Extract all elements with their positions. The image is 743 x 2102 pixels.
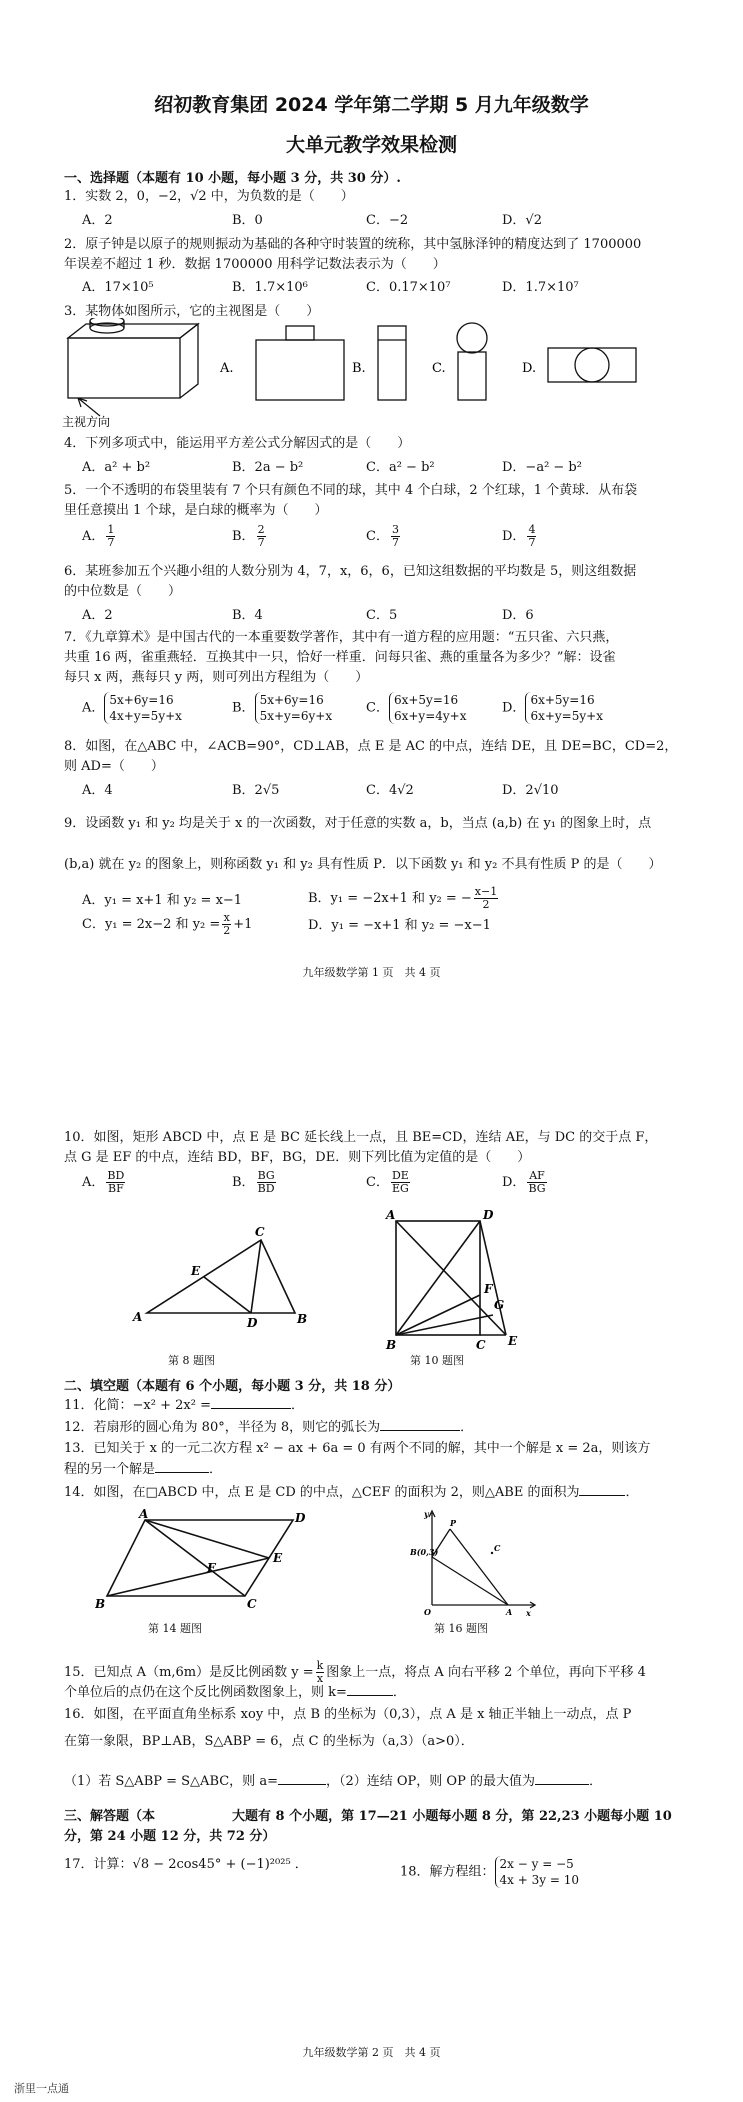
- q9-option-c: C．y₁ = 2x−2 和 y₂ = $\frac{x}{2}$ +1: [82, 911, 253, 937]
- fig14-label-d: D: [295, 1511, 306, 1525]
- q6-option-a: A．2: [82, 608, 113, 623]
- q16-stem-line3: （1）若 S△ABP = S△ABC，则 a= ，（2）连结 OP，则 OP 的最大值为 ．: [64, 1774, 602, 1789]
- q6-stem-line1: 6．某班参加五个兴趣小组的人数分别为 4，7，x，6，6，已知这组数据的平均数是 5，则这组数据: [64, 564, 637, 579]
- q4-option-b: B．2a − b²: [232, 460, 304, 475]
- fig10-label-a: A: [386, 1208, 396, 1222]
- q3-figures: [60, 318, 670, 428]
- fig16-segment-pa: [450, 1529, 508, 1605]
- figure-q14-caption: 第 14 题图: [148, 1622, 202, 1635]
- q18: 18．解方程组：2x − y = −5 4x + 3y = 10: [400, 1857, 579, 1887]
- fig14-label-c: C: [247, 1597, 257, 1608]
- q11: 11．化简：−x² + 2x² = ．: [64, 1398, 304, 1413]
- fig8-label-e: E: [191, 1264, 201, 1278]
- q1-option-c: C．−2: [366, 213, 409, 228]
- q10-stem-line1: 10．如图，矩形 ABCD 中，点 E 是 BC 延长线上一点，且 BE=CD，连结 AE，与 DC 的交于点 F，: [64, 1130, 658, 1145]
- q13-stem-line1: 13．已知关于 x 的一元二次方程 x² − ax + 6a = 0 有两个不同的解，其中一个解是 x = 2a，则该方: [64, 1441, 651, 1456]
- q9-stem-line2: (b,a) 就在 y₂ 的图象上，则称函数 y₁ 和 y₂ 具有性质 P．以下函数 y₁ 和 y₂ 不具有性质 P 的是（ ）: [64, 857, 662, 872]
- fig10-segment-bf: [396, 1295, 480, 1335]
- q8-stem-line1: 8．如图，在△ABC 中，∠ACB=90°，CD⊥AB，点 E 是 AC 的中点，连结 DE，且 DE=BC，CD=2，: [64, 739, 678, 754]
- q16-stem-line1: 16．如图，在平面直角坐标系 xoy 中，点 B 的坐标为（0,3），点 A 是 x 轴正半轴上一动点，点 P: [64, 1707, 632, 1722]
- q3-option-b-figure: [378, 326, 406, 400]
- fig14-label-e: E: [273, 1551, 283, 1565]
- q7-option-d: D．6x+5y=16 6x+y=5y+x: [502, 693, 603, 723]
- q16-stem-line2: 在第一象限，BP⊥AB，S△ABP = 6，点 C 的坐标为（a,3）（a>0）．: [64, 1734, 474, 1749]
- fig16-point-c: [491, 1552, 493, 1554]
- q3-option-c: C.: [432, 361, 446, 376]
- q5-option-b: B． $\frac{2}{7}$: [232, 523, 265, 549]
- q5-option-d: D． $\frac{4}{7}$: [502, 523, 536, 549]
- q9-stem-line1: 9．设函数 y₁ 和 y₂ 均是关于 x 的一次函数，对于任意的实数 a，b，当点 (a,b) 在 y₁ 的图象上时，点: [64, 816, 652, 831]
- q8-option-b: B．2√5: [232, 783, 280, 798]
- fig8-segment-de: [204, 1277, 251, 1313]
- page-title: 绍初教育集团 2024 学年第二学期 5 月九年级数学: [154, 94, 589, 116]
- figure-q16-caption: 第 16 题图: [434, 1622, 488, 1635]
- q12: 12．若扇形的圆心角为 80°，半径为 8，则它的弧长为 ．: [64, 1420, 474, 1435]
- q3-option-b: B.: [352, 361, 366, 376]
- figure-q10: [380, 1205, 520, 1350]
- q6-option-c: C．5: [366, 608, 398, 623]
- q3-option-d-figure: [548, 348, 636, 382]
- page-subtitle: 大单元教学效果检测: [285, 134, 457, 156]
- q4-option-c: C．a² − b²: [366, 460, 435, 475]
- figure-q8: [125, 1225, 315, 1345]
- watermark: 浙里一点通: [14, 2082, 69, 2095]
- q10-option-b: B． $\frac{BG}{BD}$: [232, 1169, 275, 1195]
- q6-stem-line2: 的中位数是（ ）: [64, 584, 182, 599]
- fig10-segment-de: [480, 1221, 506, 1335]
- figure-q10-caption: 第 10 题图: [410, 1354, 464, 1367]
- q10-option-d: D． $\frac{AF}{BG}$: [502, 1169, 546, 1195]
- q7-option-b: B．5x+6y=16 5x+y=6y+x: [232, 693, 333, 723]
- q7-stem-line3: 每只 x 两，燕每只 y 两，则可列出方程组为（ ）: [64, 670, 369, 685]
- q5-stem-line2: 里任意摸出 1 个球，是白球的概率为（ ）: [64, 503, 328, 518]
- q1-option-b: B．0: [232, 213, 263, 228]
- figure-q14: [95, 1508, 310, 1608]
- q9-option-b: B．y₁ = −2x+1 和 y₂ = − $\frac{x-1}{2}$: [308, 885, 498, 911]
- fig14-segment-be: [107, 1558, 269, 1596]
- fig8-label-a: A: [133, 1310, 143, 1324]
- q3-option-d: D.: [522, 361, 537, 376]
- fig14-label-f: F: [207, 1561, 216, 1575]
- q2-option-a: A．17×10⁵: [82, 280, 154, 295]
- section-2-heading: 二、填空题（本题有 6 个小题，每小题 3 分，共 18 分）: [64, 1379, 401, 1394]
- q2-stem-line2: 年误差不超过 1 秒．数据 1700000 用科学记数法表示为（ ）: [64, 257, 446, 272]
- q14: 14．如图，在□ABCD 中，点 E 是 CD 的中点，△CEF 的面积为 2，则△ABE 的面积为 ．: [64, 1485, 639, 1500]
- q9-option-a: A．y₁ = x+1 和 y₂ = x−1: [82, 893, 243, 908]
- q5-option-c: C． $\frac{3}{7}$: [366, 523, 399, 549]
- q9-option-d: D．y₁ = −x+1 和 y₂ = −x−1: [308, 918, 491, 933]
- q5-stem-line1: 5．一个不透明的布袋里装有 7 个只有颜色不同的球，其中 4 个白球，2 个红球，1 个黄球．从布袋: [64, 483, 638, 498]
- q1-option-a: A．2: [82, 213, 113, 228]
- q15-stem-line1: 15．已知点 A（m,6m）是反比例函数 y = $\frac{k}{x}$ 图象上一点，将点 A 向右平移 2 个单位，再向下平移 4: [64, 1659, 646, 1685]
- fig16-label-x: x: [526, 1608, 531, 1618]
- q8-option-d: D．2√10: [502, 783, 559, 798]
- fig16-label-p: P: [450, 1518, 457, 1528]
- section-1-heading: 一、选择题（本题有 10 小题，每小题 3 分，共 30 分）.: [64, 171, 401, 186]
- q4-option-a: A．a² + b²: [82, 460, 151, 475]
- fig8-triangle: [147, 1240, 295, 1313]
- q10-stem-line2: 点 G 是 EF 的中点，连结 BD，BF，BG，DE．则下列比值为定值的是（ ）: [64, 1150, 531, 1165]
- q7-option-c: C．6x+5y=16 6x+y=4y+x: [366, 693, 467, 723]
- q13-stem-line2: 程的另一个解是 ．: [64, 1462, 223, 1477]
- fig16-label-a: A: [506, 1607, 513, 1617]
- fig14-diagonal-ac: [145, 1520, 245, 1596]
- q2-option-c: C．0.17×10⁷: [366, 280, 451, 295]
- section-3-heading-part1: 三、解答题（本: [64, 1809, 156, 1824]
- fig16-label-b: B(0,3): [410, 1547, 439, 1557]
- q2-stem-line1: 2．原子钟是以原子的规则振动为基础的各种守时装置的统称，其中氢脉泽钟的精度达到了 1700000: [64, 237, 642, 252]
- q4-option-d: D．−a² − b²: [502, 460, 582, 475]
- fig10-label-c: C: [476, 1338, 486, 1350]
- q2-option-d: D．1.7×10⁷: [502, 280, 579, 295]
- figure-q8-caption: 第 8 题图: [168, 1354, 215, 1367]
- fig10-label-g: G: [494, 1298, 505, 1312]
- fig14-label-b: B: [95, 1597, 106, 1608]
- q7-stem-line2: 共重 16 两，雀重燕轻．互换其中一只，恰好一样重．问每只雀、燕的重量各为多少？”解：设雀: [64, 650, 616, 665]
- fig14-segment-ae: [145, 1520, 269, 1558]
- page-1-footer: 九年级数学第 1 页 共 4 页: [302, 966, 441, 979]
- fig10-label-d: D: [483, 1208, 494, 1222]
- section-3-heading-part3: 分，第 24 小题 12 分，共 72 分）: [64, 1829, 276, 1844]
- fig10-label-b: B: [386, 1338, 397, 1350]
- fig10-segment-bg: [396, 1315, 493, 1335]
- fig8-label-b: B: [297, 1312, 308, 1326]
- fig10-diagonal-bd: [396, 1221, 480, 1335]
- q6-option-b: B．4: [232, 608, 263, 623]
- q10-option-a: A． $\frac{BD}{BF}$: [82, 1169, 125, 1195]
- q3-object-figure: [68, 318, 198, 416]
- q5-option-a: A． $\frac{1}{7}$: [82, 523, 115, 549]
- page-2-footer: 九年级数学第 2 页 共 4 页: [302, 2046, 441, 2059]
- fig8-altitude-cd: [251, 1240, 261, 1313]
- q4-stem: 4．下列多项式中，能运用平方差公式分解因式的是（ ）: [64, 436, 411, 451]
- q3-option-a: A.: [220, 361, 234, 376]
- fig16-label-o: O: [424, 1607, 431, 1617]
- q3-option-c-figure: [457, 323, 487, 400]
- q3-view-direction-label: 主视方向: [62, 415, 111, 428]
- q3-stem: 3．某物体如图所示，它的主视图是（ ）: [64, 304, 320, 319]
- q2-option-b: B．1.7×10⁶: [232, 280, 308, 295]
- fig10-label-e: E: [508, 1334, 518, 1348]
- q1-stem: 1．实数 2，0，−2，√2 中，为负数的是（ ）: [64, 189, 354, 204]
- fig14-label-a: A: [139, 1508, 149, 1521]
- q6-option-d: D．6: [502, 608, 534, 623]
- fig8-label-d: D: [247, 1316, 258, 1330]
- fig10-segment-ae: [396, 1221, 506, 1335]
- q8-option-c: C．4√2: [366, 783, 414, 798]
- q17: 17．计算：√8 − 2cos45° + (−1)²⁰²⁵ ．: [64, 1857, 308, 1872]
- q3-option-a-figure: [256, 326, 344, 400]
- fig10-label-f: F: [484, 1282, 493, 1296]
- q15-stem-line2: 个单位后的点仍在这个反比例函数图象上，则 k= ．: [64, 1685, 406, 1700]
- q8-option-a: A．4: [82, 783, 113, 798]
- fig16-segment-ba: [432, 1557, 508, 1605]
- fig14-parallelogram: [107, 1520, 293, 1596]
- q8-stem-line2: 则 AD=（ ）: [64, 759, 164, 774]
- section-3-heading-part2: 大题有 8 个小题，第 17—21 小题每小题 8 分，第 22,23 小题每小题 10: [232, 1809, 672, 1824]
- figure-q16: [410, 1505, 540, 1620]
- fig8-label-c: C: [255, 1225, 265, 1239]
- fig16-label-c: C: [494, 1543, 501, 1553]
- q10-option-c: C． $\frac{DE}{EG}$: [366, 1169, 409, 1195]
- q1-option-d: D．√2: [502, 213, 542, 228]
- q7-option-a: A．5x+6y=16 4x+y=5y+x: [82, 693, 182, 723]
- q7-stem-line1: 7．《九章算术》是中国古代的一本重要数学著作，其中有一道方程的应用题：“五只雀、六只燕，: [64, 630, 619, 645]
- fig16-label-y: y: [424, 1509, 429, 1519]
